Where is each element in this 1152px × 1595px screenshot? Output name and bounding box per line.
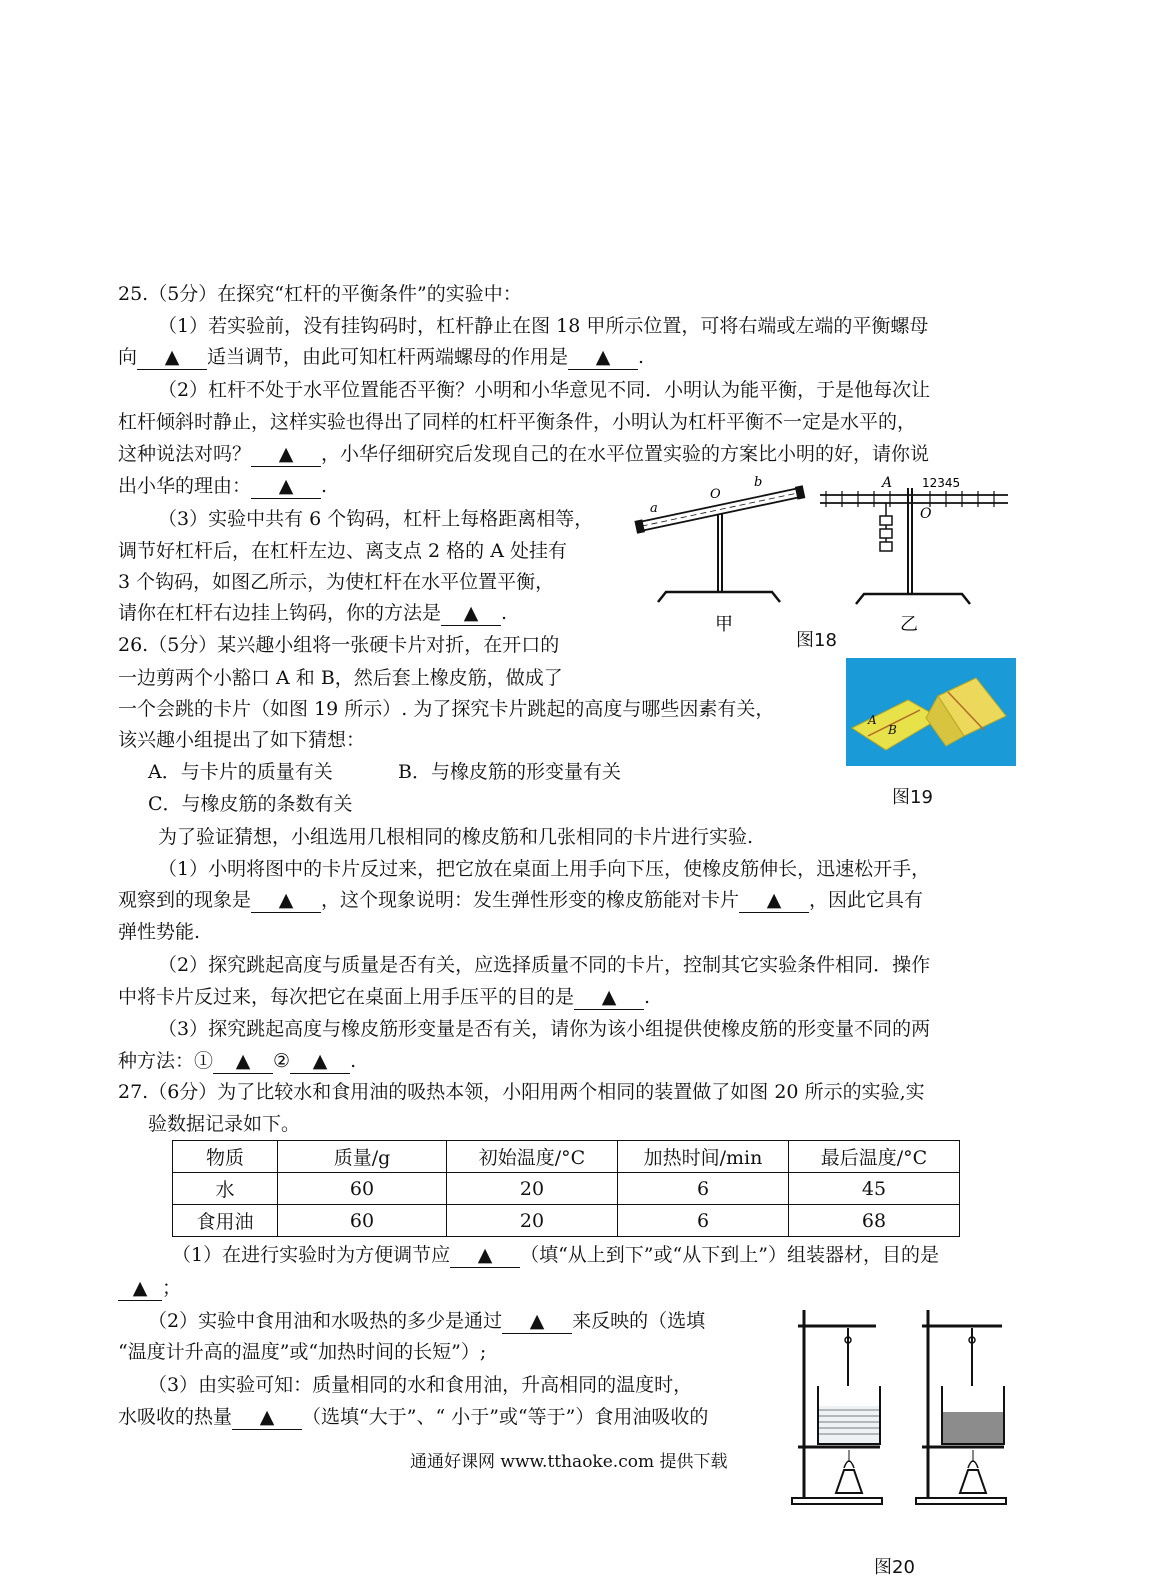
- table-cell: 20: [447, 1205, 618, 1237]
- answer-blank[interactable]: ▲: [574, 985, 644, 1010]
- q26-option-c: C．与橡皮筋的条数有关: [148, 793, 353, 815]
- table-header: 加热时间/min: [618, 1141, 789, 1173]
- water-heating-setup: [792, 1310, 882, 1504]
- label-O: O: [920, 506, 932, 522]
- figure-19-caption: 图19: [892, 787, 933, 808]
- label-b: b: [754, 475, 763, 490]
- table-row: [173, 1205, 960, 1237]
- table-cell: 20: [447, 1173, 618, 1205]
- answer-blank[interactable]: ▲: [450, 1243, 520, 1268]
- answer-blank[interactable]: ▲: [502, 1309, 572, 1334]
- q26-p1-line1: （1）小明将图中的卡片反过来，把它放在桌面上用手向下压，使橡皮筋伸长，迅速松开手，: [158, 858, 931, 880]
- answer-blank[interactable]: ▲: [251, 474, 321, 499]
- table-cell: 6: [618, 1173, 789, 1205]
- q26-line2: 一边剪两个小豁口 A 和 B，然后套上橡皮筋，做成了: [118, 667, 563, 689]
- answer-blank[interactable]: ▲: [232, 1405, 302, 1430]
- label-A: A: [868, 713, 877, 727]
- answer-blank[interactable]: ▲: [251, 888, 321, 913]
- table-row: [173, 1173, 960, 1205]
- q26-line5: 为了验证猜想，小组选用几根相同的橡皮筋和几张相同的卡片进行实验.: [158, 826, 754, 848]
- q26-option-b: B．与橡皮筋的形变量有关: [398, 761, 621, 783]
- q25-p2-line1: （2）杠杆不处于水平位置能否平衡？小明和小华意见不同．小明认为能平衡，于是他每次让: [158, 379, 931, 401]
- q25-p2-line4: 出小华的理由： ▲ .: [118, 475, 328, 497]
- label-o: O: [710, 487, 721, 502]
- q26-p2-line1: （2）探究跳起高度与质量是否有关，应选择质量不同的卡片，控制其它实验条件相同．操作: [158, 954, 931, 976]
- jumping-card-figure-19: [846, 658, 1016, 766]
- table-header: 最后温度/°C: [789, 1141, 960, 1173]
- q26-line1: 26.（5分）某兴趣小组将一张硬卡片对折，在开口的: [118, 634, 560, 656]
- table-cell: 食用油: [173, 1205, 278, 1237]
- label-a: a: [650, 501, 658, 516]
- table-header: 初始温度/°C: [447, 1141, 618, 1173]
- label-jia: 甲: [715, 614, 733, 635]
- q26-p2-line2: 中将卡片反过来，每次把它在桌面上用手压平的目的是 ▲ .: [118, 986, 651, 1008]
- q25-p1-line2: 向 ▲ 适当调节，由此可知杠杆两端螺母的作用是 ▲ .: [118, 346, 645, 368]
- q27-p1-line2: ▲ ；: [118, 1274, 181, 1302]
- figure-18-caption: 图18: [796, 630, 837, 651]
- table-cell: 60: [278, 1205, 447, 1237]
- q26-p1-line3: 弹性势能.: [118, 921, 201, 943]
- lever-horizontal-diagram: [820, 475, 1008, 635]
- q26-line4: 该兴趣小组提出了如下猜想：: [118, 729, 366, 751]
- q26-p1-line2: 观察到的现象是 ▲ ，这个现象说明：发生弹性形变的橡皮筋能对卡片 ▲ ，因此它具有: [118, 889, 924, 911]
- q25-title: 25.（5分）在探究“杠杆的平衡条件”的实验中：: [118, 283, 522, 305]
- scale-numbers: 12345: [922, 476, 961, 490]
- q25-p1-line1: （1）若实验前，没有挂钩码时，杠杆静止在图 18 甲所示位置，可将右端或左端的平衡螺母: [158, 315, 929, 337]
- table-header: 物质: [173, 1141, 278, 1173]
- q27-line1: 27.（6分）为了比较水和食用油的吸热本领，小阳用两个相同的装置做了如图 20 所示的实验,实: [118, 1081, 925, 1103]
- page-footer: 通通好课网 www.tthaoke.com 提供下载: [410, 1452, 728, 1472]
- q27-p3-line1: （3）由实验可知：质量相同的水和食用油，升高相同的温度时，: [148, 1374, 693, 1396]
- oil-heating-setup: [916, 1310, 1006, 1504]
- heating-apparatus-figure-20: [788, 1310, 1028, 1515]
- answer-blank[interactable]: ▲: [137, 345, 207, 370]
- q25-p3-line4: 请你在杠杆右边挂上钩码，你的方法是 ▲ .: [118, 602, 508, 624]
- q25-p2-line2: 杠杆倾斜时静止，这样实验也得出了同样的杠杆平衡条件，小明认为杠杆平衡不一定是水平的，: [118, 411, 917, 433]
- table-header: 质量/g: [278, 1141, 447, 1173]
- figure-20-caption: 图20: [874, 1557, 915, 1578]
- q26-line3: 一个会跳的卡片（如图 19 所示）. 为了探究卡片跳起的高度与哪些因素有关，: [118, 698, 775, 720]
- table-cell: 45: [789, 1173, 960, 1205]
- answer-blank[interactable]: ▲: [213, 1049, 273, 1074]
- answer-blank[interactable]: ▲: [441, 601, 501, 626]
- answer-blank[interactable]: ▲: [251, 442, 321, 467]
- answer-blank[interactable]: ▲: [739, 888, 809, 913]
- q25-p2-line3: 这种说法对吗？ ▲ ，小华仔细研究后发现自己的在水平位置实验的方案比小明的好，请你说: [118, 443, 930, 465]
- q25-p3-line1: （3）实验中共有 6 个钩码，杠杆上每格距离相等，: [158, 508, 594, 530]
- q27-p3-line2: 水吸收的热量 ▲ （选填“大于”、“ 小于”或“等于”）食用油吸收的: [118, 1406, 709, 1428]
- q26-p3-line2: 种方法：① ▲ ② ▲ .: [118, 1050, 357, 1072]
- q26-p3-line1: （3）探究跳起高度与橡皮筋形变量是否有关，请你为该小组提供使橡皮筋的形变量不同的两: [158, 1018, 931, 1040]
- answer-blank[interactable]: ▲: [118, 1276, 162, 1301]
- q27-p1-line1: （1）在进行实验时为方便调节应 ▲ （填“从上到下”或“从下到上”）组装器材，目的是: [172, 1244, 939, 1266]
- answer-blank[interactable]: ▲: [568, 345, 638, 370]
- answer-blank[interactable]: ▲: [290, 1049, 350, 1074]
- data-table: [172, 1140, 960, 1237]
- table-cell: 60: [278, 1173, 447, 1205]
- q25-p3-line3: 3 个钩码，如图乙所示，为使杠杆在水平位置平衡，: [118, 571, 555, 593]
- table-header-row: [173, 1141, 960, 1173]
- q25-p3-line2: 调节好杠杆后，在杠杆左边、离支点 2 格的 A 处挂有: [118, 540, 567, 562]
- label-B: B: [888, 723, 897, 737]
- q26-option-a: A．与卡片的质量有关: [148, 761, 333, 783]
- label-A: A: [882, 475, 893, 491]
- table-cell: 68: [789, 1205, 960, 1237]
- q27-p2-line2: “温度计升高的温度”或“加热时间的长短”）;: [118, 1341, 487, 1363]
- table-cell: 水: [173, 1173, 278, 1205]
- lever-figure-18: [630, 470, 1030, 650]
- table-cell: 6: [618, 1205, 789, 1237]
- q27-p2-line1: （2）实验中食用油和水吸热的多少是通过 ▲ 来反映的（选填: [148, 1310, 706, 1332]
- label-yi: 乙: [900, 614, 918, 635]
- lever-tilted-diagram: [634, 475, 805, 635]
- q27-line2: 验数据记录如下。: [148, 1113, 301, 1135]
